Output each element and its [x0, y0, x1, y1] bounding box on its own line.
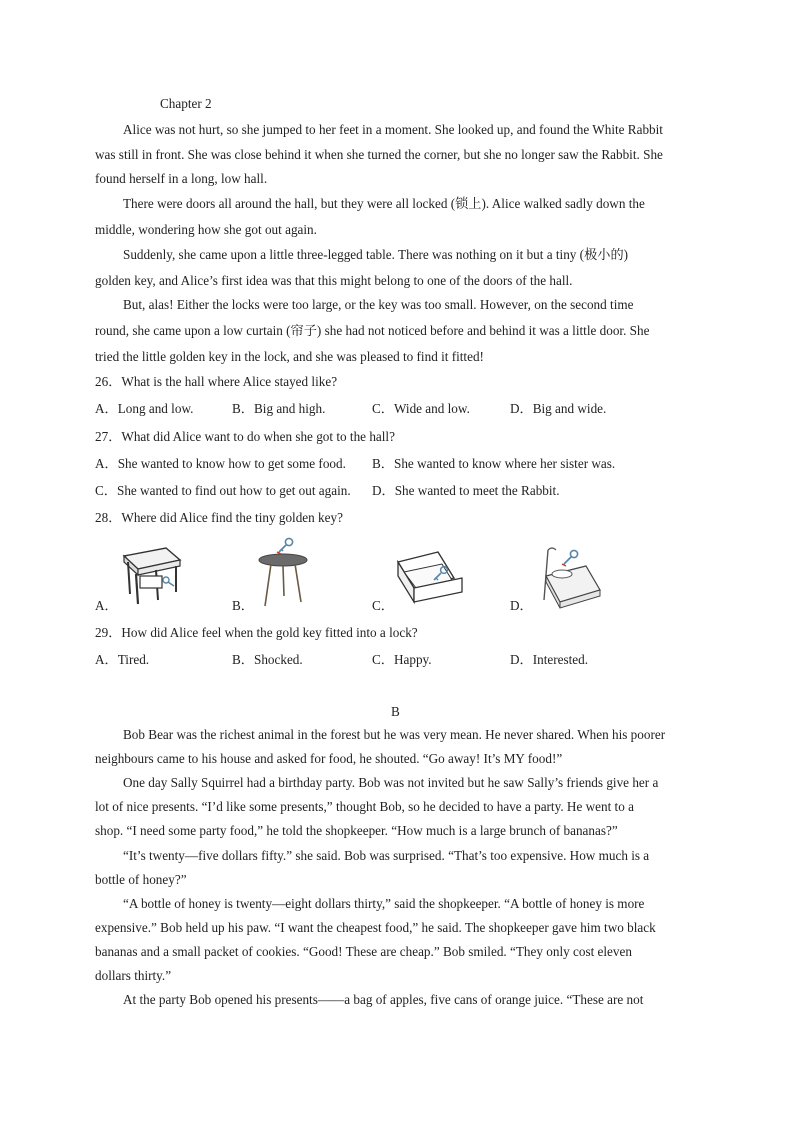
passage-b-line: bottle of honey?” — [95, 872, 187, 887]
passage-b-line: At the party Bob opened his presents——a bag of apples, five cans of orange juice. “These are not — [123, 992, 644, 1007]
passage-b-line: dollars thirty.” — [95, 968, 172, 983]
q26-option-c[interactable]: C．Wide and low. — [372, 401, 470, 416]
passage-a-line: middle, wondering how she got out again. — [95, 222, 317, 237]
passage-a-line: tried the little golden key in the lock, and she was pleased to find it fitted! — [95, 349, 484, 364]
question-26: 26．What is the hall where Alice stayed like? — [95, 374, 338, 389]
passage-a-line: was still in front. She was close behind it when she turned the corner, but she no longer saw the Rabbit. She — [95, 147, 663, 162]
three-legged-table-with-key-icon[interactable] — [253, 536, 325, 608]
chapter-heading: Chapter 2 — [160, 96, 212, 111]
q26-option-d[interactable]: D．Big and wide. — [510, 401, 607, 416]
q29-option-a[interactable]: A．Tired. — [95, 652, 150, 667]
passage-a-line: golden key, and Alice’s first idea was that this might belong to one of the doors of the hall. — [95, 273, 573, 288]
box-with-key-icon[interactable] — [392, 542, 464, 614]
passage-b-line: “A bottle of honey is twenty—eight dollars thirty,” said the shopkeeper. “A bottle of honey is more — [123, 896, 645, 911]
passage-b-line: Bob Bear was the richest animal in the forest but he was very mean. He never shared. When his poorer — [123, 727, 666, 742]
q28-option-a[interactable]: A． — [95, 598, 118, 613]
question-27: 27．What did Alice want to do when she got to the hall? — [95, 429, 395, 444]
passage-a-line: There were doors all around the hall, but they were all locked (锁上). Alice walked sadly down the — [123, 196, 645, 211]
desk-with-key-icon[interactable] — [116, 542, 188, 614]
bed-with-key-icon[interactable] — [530, 542, 602, 614]
question-29: 29．How did Alice feel when the gold key fitted into a lock? — [95, 625, 418, 640]
q27-option-a[interactable]: A．She wanted to know how to get some food. — [95, 456, 346, 471]
question-28: 28．Where did Alice find the tiny golden key? — [95, 510, 343, 525]
passage-b-line: lot of nice presents. “I’d like some presents,” thought Bob, so he decided to have a party. He went to a — [95, 799, 634, 814]
passage-b-line: bananas and a small packet of cookies. “Good! These are cheap.” Bob smiled. “They only cost eleven — [95, 944, 632, 959]
passage-b-line: shop. “I need some party food,” he told the shopkeeper. “How much is a large brunch of bananas?” — [95, 823, 618, 838]
passage-b-line: One day Sally Squirrel had a birthday party. Bob was not invited but he saw Sally’s friends give her a — [123, 775, 659, 790]
passage-b-line: “It’s twenty—five dollars fifty.” she said. Bob was surprised. “That’s too expensive. How much is a — [123, 848, 650, 863]
q28-option-c[interactable]: C． — [372, 598, 394, 613]
q28-option-b[interactable]: B． — [232, 598, 254, 613]
q29-option-c[interactable]: C．Happy. — [372, 652, 432, 667]
q27-option-d[interactable]: D．She wanted to meet the Rabbit. — [372, 483, 560, 498]
passage-a-line: found herself in a long, low hall. — [95, 171, 268, 186]
passage-b-line: expensive.” Bob held up his paw. “I want the cheapest food,” he said. The shopkeeper gave him two black — [95, 920, 656, 935]
q27-option-b[interactable]: B．She wanted to know where her sister was. — [372, 456, 616, 471]
q29-option-d[interactable]: D．Interested. — [510, 652, 588, 667]
passage-a-line: But, alas! Either the locks were too large, or the key was too small. However, on the second time — [123, 297, 634, 312]
q27-option-c[interactable]: C．She wanted to find out how to get out again. — [95, 483, 351, 498]
passage-a-line: round, she came upon a low curtain (帘子) she had not noticed before and behind it was a little door. She — [95, 323, 650, 338]
passage-a-line: Alice was not hurt, so she jumped to her feet in a moment. She looked up, and found the White Rabbit — [123, 122, 663, 137]
passage-a-line: Suddenly, she came upon a little three-legged table. There was nothing on it but a tiny (极小的) — [123, 247, 629, 262]
q26-option-b[interactable]: B．Big and high. — [232, 401, 326, 416]
q29-option-b[interactable]: B．Shocked. — [232, 652, 303, 667]
passage-b-line: neighbours came to his house and asked for food, he shouted. “Go away! It’s MY food!” — [95, 751, 563, 766]
q28-option-d[interactable]: D． — [510, 598, 533, 613]
q26-option-a[interactable]: A．Long and low. — [95, 401, 194, 416]
section-b-heading: B — [391, 704, 400, 719]
